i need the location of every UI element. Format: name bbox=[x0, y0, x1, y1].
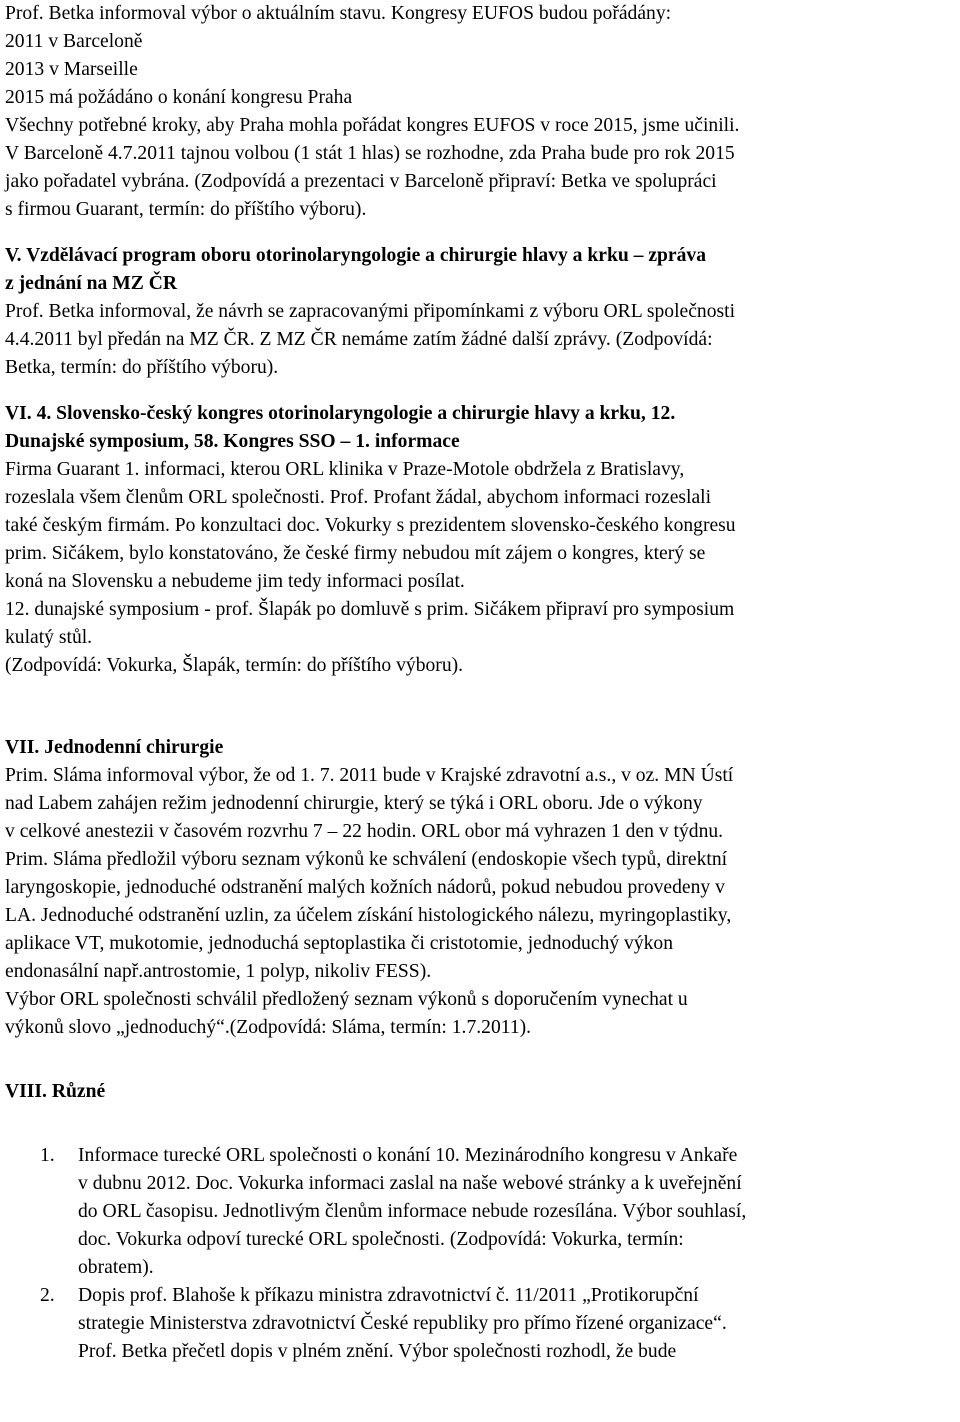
paragraph-line: Výbor ORL společnosti schválil předložený seznam výkonů s doporučením vynechat u bbox=[5, 989, 688, 1010]
paragraph-line: Prof. Betka informoval, že návrh se zapracovanými připomínkami z výboru ORL společnosti bbox=[5, 301, 736, 322]
paragraph-line: výkonů slovo „jednoduchý“.(Zodpovídá: Sláma, termín: 1.7.2011). bbox=[5, 1017, 532, 1038]
paragraph-line: Prim. Sláma informoval výbor, že od 1. 7. 2011 bude v Krajské zdravotní a.s., v oz. MN Ústí bbox=[5, 765, 734, 786]
paragraph-line: koná na Slovensku a nebudeme jim tedy informaci posílat. bbox=[5, 571, 465, 592]
paragraph-line: rozeslala všem členům ORL společnosti. Prof. Profant žádal, abychom informaci rozeslali bbox=[5, 487, 712, 508]
paragraph-line: kulatý stůl. bbox=[5, 627, 93, 648]
spacer bbox=[5, 1106, 955, 1142]
paragraph-line: 2013 v Marseille bbox=[5, 59, 138, 80]
section-vii bbox=[5, 734, 955, 1042]
paragraph-line: aplikace VT, mukotomie, jednoduchá septoplastika či cristotomie, jednoduchý výkon bbox=[5, 933, 674, 954]
list-item bbox=[5, 1142, 955, 1282]
list-item-line: doc. Vokurka odpoví turecké ORL společnosti. (Zodpovídá: Vokurka, termín: bbox=[78, 1229, 684, 1250]
list-item-line: do ORL časopisu. Jednotlivým členům informace nebude rozesílána. Výbor souhlasí, bbox=[78, 1201, 747, 1222]
paragraph-line: jako pořadatel vybrána. (Zodpovídá a prezentaci v Barceloně připraví: Betka ve spolupráci bbox=[5, 171, 717, 192]
paragraph-line: v celkové anestezii v časovém rozvrhu 7 – 22 hodin. ORL obor má vyhrazen 1 den v týdnu. bbox=[5, 821, 724, 842]
list-item-line: strategie Ministerstva zdravotnictví České republiky pro přímo řízené organizace“. bbox=[78, 1313, 727, 1334]
paragraph-line: Betka, termín: do příštího výboru). bbox=[5, 357, 279, 378]
paragraph-line: také českým firmám. Po konzultaci doc. Vokurky s prezidentem slovensko-českého kongresu bbox=[5, 515, 736, 536]
spacer bbox=[5, 1042, 955, 1078]
section-heading: z jednání na MZ ČR bbox=[5, 273, 178, 294]
paragraph-line: s firmou Guarant, termín: do příštího výboru). bbox=[5, 199, 367, 220]
list-item-line: Prof. Betka přečetl dopis v plném znění. Výbor společnosti rozhodl, že bude bbox=[78, 1341, 677, 1362]
section-heading: VII. Jednodenní chirurgie bbox=[5, 737, 224, 758]
paragraph-line: prim. Sičákem, bylo konstatováno, že české firmy nebudou mít zájem o kongres, který se bbox=[5, 543, 706, 564]
section-v bbox=[5, 242, 955, 382]
list-item-line: obratem). bbox=[78, 1257, 154, 1278]
spacer bbox=[5, 680, 955, 734]
paragraph-line: 2011 v Barceloně bbox=[5, 31, 143, 52]
section-heading: VIII. Různé bbox=[5, 1081, 106, 1102]
list-number: 2. bbox=[40, 1285, 55, 1306]
paragraph-line: Všechny potřebné kroky, aby Praha mohla pořádat kongres EUFOS v roce 2015, jsme učinili. bbox=[5, 115, 740, 136]
spacer bbox=[5, 224, 955, 242]
paragraph-line: endonasální např.antrostomie, 1 polyp, nikoliv FESS). bbox=[5, 961, 432, 982]
paragraph-line: 12. dunajské symposium - prof. Šlapák po domluvě s prim. Sičákem připraví pro symposium bbox=[5, 599, 735, 620]
list-item-line: Dopis prof. Blahoše k příkazu ministra zdravotnictví č. 11/2011 „Protikorupční bbox=[78, 1285, 699, 1306]
list-number: 1. bbox=[40, 1145, 55, 1166]
section-iv-tail bbox=[5, 0, 955, 224]
paragraph-line: (Zodpovídá: Vokurka, Šlapák, termín: do příštího výboru). bbox=[5, 655, 464, 676]
section-viii bbox=[5, 1078, 955, 1366]
section-heading: V. Vzdělávací program oboru otorinolaryngologie a chirurgie hlavy a krku – zpráva bbox=[5, 245, 707, 266]
section-vi bbox=[5, 400, 955, 680]
document-page bbox=[5, 0, 955, 1366]
paragraph-line: Firma Guarant 1. informaci, kterou ORL klinika v Praze-Motole obdržela z Bratislavy, bbox=[5, 459, 685, 480]
list-item-line: Informace turecké ORL společnosti o konání 10. Mezinárodního kongresu v Ankaře bbox=[78, 1145, 738, 1166]
paragraph-line: Prim. Sláma předložil výboru seznam výkonů ke schválení (endoskopie všech typů, direktní bbox=[5, 849, 728, 870]
paragraph-line: 4.4.2011 byl předán na MZ ČR. Z MZ ČR nemáme zatím žádné další zprávy. (Zodpovídá: bbox=[5, 329, 713, 350]
section-heading: Dunajské symposium, 58. Kongres SSO – 1. informace bbox=[5, 431, 460, 452]
paragraph-line: 2015 má požádáno o konání kongresu Praha bbox=[5, 87, 353, 108]
paragraph-line: LA. Jednoduché odstranění uzlin, za účelem získání histologického nálezu, myringoplastiky, bbox=[5, 905, 732, 926]
list-item bbox=[5, 1282, 955, 1366]
paragraph-line: V Barceloně 4.7.2011 tajnou volbou (1 stát 1 hlas) se rozhodne, zda Praha bude pro rok 2015 bbox=[5, 143, 735, 164]
paragraph-line: Prof. Betka informoval výbor o aktuálním stavu. Kongresy EUFOS budou pořádány: bbox=[5, 3, 672, 24]
spacer bbox=[5, 382, 955, 400]
list-item-line: v dubnu 2012. Doc. Vokurka informaci zaslal na naše webové stránky a k uveřejnění bbox=[78, 1173, 742, 1194]
paragraph-line: nad Labem zahájen režim jednodenní chirurgie, který se týká i ORL oboru. Jde o výkony bbox=[5, 793, 703, 814]
paragraph-line: laryngoskopie, jednoduché odstranění malých kožních nádorů, pokud nebudou provedeny v bbox=[5, 877, 725, 898]
section-heading: VI. 4. Slovensko-český kongres otorinolaryngologie a chirurgie hlavy a krku, 12. bbox=[5, 403, 676, 424]
